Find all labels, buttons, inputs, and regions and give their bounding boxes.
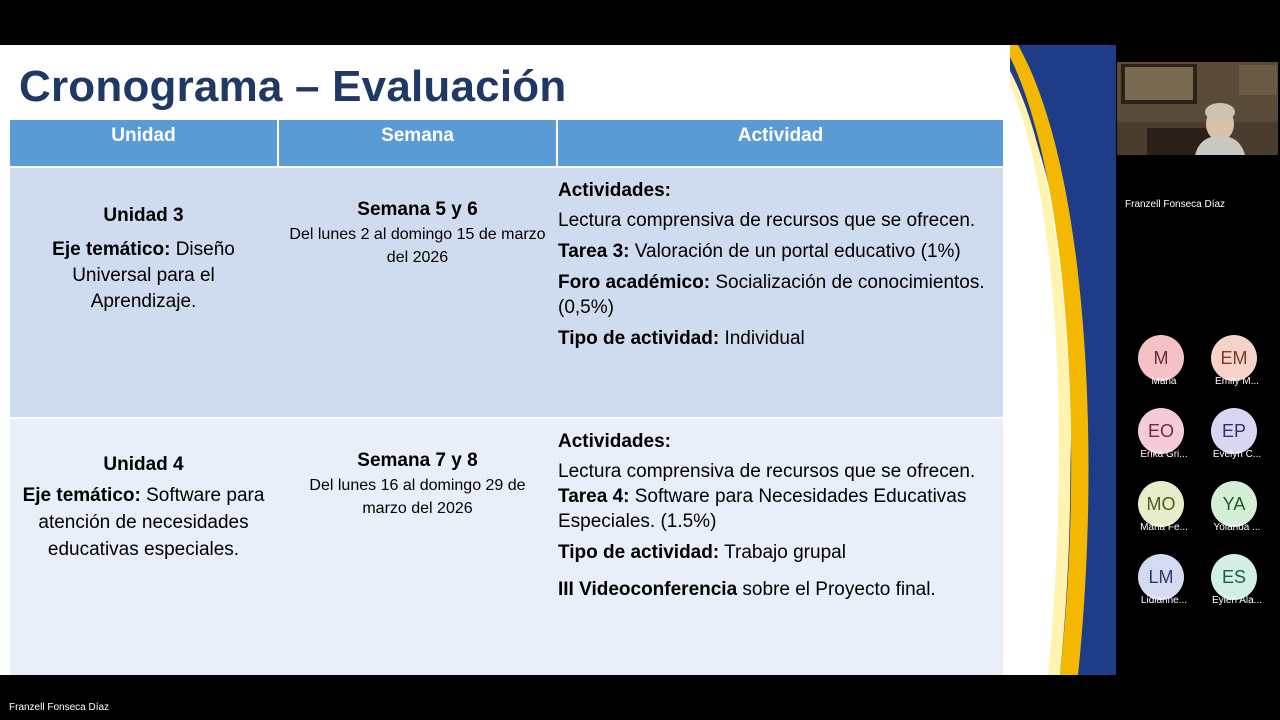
week-dates: Del lunes 16 al domingo 29 de marzo del 2026 xyxy=(309,477,526,517)
participant-tile[interactable] xyxy=(1127,554,1197,624)
header-actividad: Actividad xyxy=(558,120,1003,166)
participant-name: Maria Fe... xyxy=(1140,522,1188,533)
participant-tile[interactable] xyxy=(1200,335,1270,405)
unit-name: Unidad 4 xyxy=(103,454,184,475)
slide-title: Cronograma – Evaluación xyxy=(19,62,567,111)
activity-item: Foro académico: Socialización de conocimientos. (0,5%) xyxy=(558,272,985,318)
participant-name: Maria xyxy=(1151,376,1177,387)
participant-tile[interactable] xyxy=(1127,481,1197,551)
activities-heading: Actividades: xyxy=(558,431,671,452)
table-row xyxy=(10,168,1003,417)
header-semana: Semana xyxy=(279,120,556,166)
unit-cell xyxy=(10,419,277,675)
participant-avatar: LM xyxy=(1138,554,1184,600)
participant-name: Evelyn C... xyxy=(1212,449,1262,460)
participant-tile[interactable] xyxy=(1127,408,1197,478)
activity-cell xyxy=(558,168,1003,417)
participant-avatar: EO xyxy=(1138,408,1184,454)
activity-item: Tipo de actividad: Trabajo grupal xyxy=(558,542,846,563)
schedule-table xyxy=(10,120,1003,675)
participant-tile[interactable] xyxy=(1127,335,1197,405)
table-row xyxy=(10,419,1003,675)
activity-item: Lectura comprensiva de recursos que se ofrecen. xyxy=(558,210,976,231)
activity-item: Tarea 3: Valoración de un portal educativo (1%) xyxy=(558,241,961,262)
participant-tile[interactable] xyxy=(1200,554,1270,624)
participant-avatar: YA xyxy=(1211,481,1257,527)
participant-tile[interactable] xyxy=(1200,408,1270,478)
unit-name: Unidad 3 xyxy=(103,205,184,226)
activity-cell xyxy=(558,419,1003,675)
participant-avatar: ES xyxy=(1211,554,1257,600)
participant-name: Emily M... xyxy=(1215,376,1259,387)
activities-heading: Actividades: xyxy=(558,180,671,201)
week-cell xyxy=(279,168,556,417)
activity-item: III Videoconferencia sobre el Proyecto final. xyxy=(558,579,936,600)
participant-name: Yolanda ... xyxy=(1213,522,1261,533)
presenter-video[interactable] xyxy=(1117,62,1278,155)
participant-avatar: EP xyxy=(1211,408,1257,454)
unit-cell xyxy=(10,168,277,417)
week-cell xyxy=(279,419,556,675)
participant-avatar: M xyxy=(1138,335,1184,381)
shared-slide xyxy=(0,45,1116,675)
participant-name: Eylen Ala... xyxy=(1211,595,1263,606)
unit-theme: Eje temático: Software para atención de necesidades educativas especiales. xyxy=(22,485,265,560)
participant-name: Erika Gri... xyxy=(1140,449,1188,460)
participant-tile[interactable] xyxy=(1200,481,1270,551)
activity-item: Lectura comprensiva de recursos que se ofrecen. xyxy=(558,461,976,482)
activity-item: Tipo de actividad: Individual xyxy=(558,328,805,349)
participant-avatar: MO xyxy=(1138,481,1184,527)
presenter-name: Franzell Fonseca Díaz xyxy=(1125,199,1226,210)
header-unidad: Unidad xyxy=(10,120,277,166)
week-label: Semana 7 y 8 xyxy=(357,450,478,471)
slide-decoration xyxy=(1010,45,1116,675)
participant-name: Lidianne... xyxy=(1140,595,1188,606)
unit-theme: Eje temático: Diseño Universal para el Aprendizaje. xyxy=(52,239,235,312)
week-label: Semana 5 y 6 xyxy=(357,199,478,220)
week-dates: Del lunes 2 al domingo 15 de marzo del 2026 xyxy=(289,226,546,266)
participant-avatar: EM xyxy=(1211,335,1257,381)
active-speaker-name: Franzell Fonseca Díaz xyxy=(9,702,110,713)
activity-item: Tarea 4: Software para Necesidades Educativas Especiales. (1.5%) xyxy=(558,486,967,532)
